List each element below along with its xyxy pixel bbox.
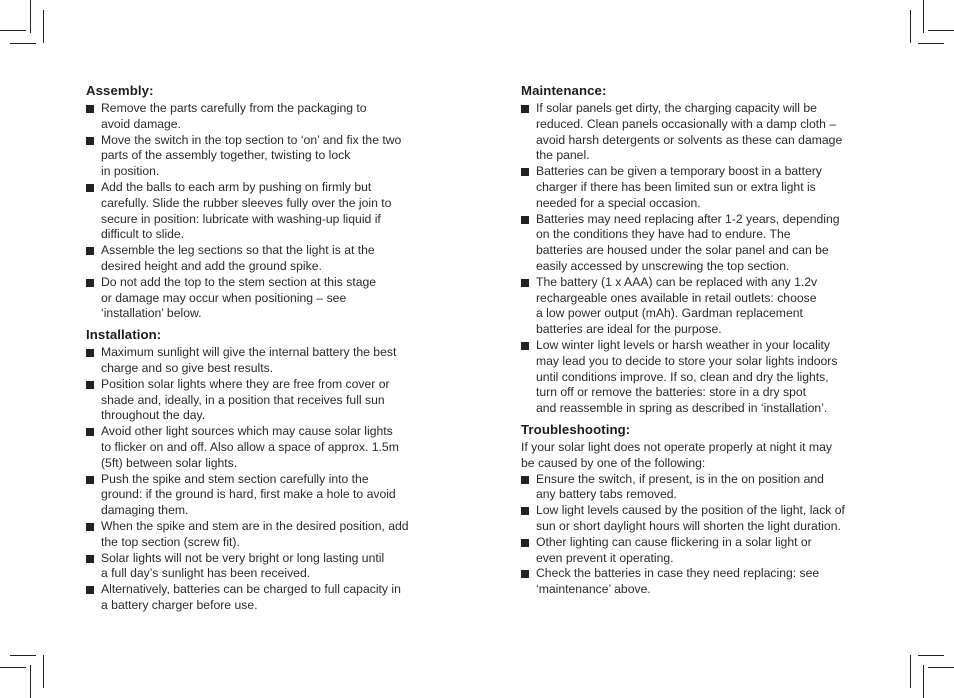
list-item-text: Check the batteries in case they need replacing: see ‘maintenance’ above. [536,566,820,597]
square-bullet-icon [521,476,529,484]
assembly-section [86,82,438,322]
crop-mark [0,667,26,668]
list-item [521,535,873,567]
bullet-list [521,101,873,417]
list-item [521,164,873,211]
list-item [521,275,873,338]
section-heading: Assembly: [86,83,154,98]
square-bullet-icon [86,555,94,563]
maintenance-section [521,82,873,417]
crop-mark [928,667,954,668]
section-heading: Troubleshooting: [521,421,631,437]
list-item [86,243,438,275]
list-item-text: The battery (1 x AAA) can be replaced with any 1.2v rechargeable ones available in retail outlets: choose a low power output (mAh). Gardman replacement batteries are ideal for the purpose. [536,274,818,337]
square-bullet-icon [521,570,529,578]
list-item-text: Remove the parts carefully from the packaging to avoid damage. [101,101,367,131]
square-bullet-icon [86,349,94,357]
crop-mark [923,665,924,698]
section-heading: Maintenance: [521,83,607,98]
section-heading: Installation: [86,327,162,343]
square-bullet-icon [86,184,94,192]
list-item-text: Add the balls to each arm by pushing on firmly but carefully. Slide the rubber sleeves fully over the join to secure in position: lubricate with washing-up liquid if difficult to slide. [101,179,392,242]
crop-mark [918,43,944,44]
list-item-text: Low winter light levels or harsh weather in your locality may lead you to decide to store your solar lights indoors until conditions improve. If so, clean and dry the lights, turn off or remove the batteries: store in a dry spot and reassemble in spring as described in ‘installation’. [536,337,838,416]
crop-mark [0,30,26,31]
list-item [521,338,873,417]
crop-mark [923,0,924,33]
list-item-text: Avoid other light sources which may cause solar lights to flicker on and off. Also allow a space of approx. 1.5m (5ft) between solar lights. [101,424,399,470]
square-bullet-icon [521,539,529,547]
list-item [521,503,873,535]
square-bullet-icon [86,586,94,594]
left-column [86,82,438,618]
list-item [86,424,438,471]
list-item-text: When the spike and stem are in the desired position, add the top section (screw fit). [101,518,409,549]
list-item-text: Position solar lights where they are free from cover or shade and, ideally, in a position that receives full sun throughout the day. [101,376,390,423]
square-bullet-icon [521,105,529,113]
list-item [86,133,438,180]
square-bullet-icon [86,137,94,145]
square-bullet-icon [521,168,529,176]
bullet-list [86,101,438,322]
list-item-text: Move the switch in the top section to ‘on’ and fix the two parts of the assembly together, twisting to lock in position. [101,132,402,179]
installation-section [86,326,438,614]
crop-mark [43,655,44,688]
crop-mark [10,43,36,44]
square-bullet-icon [521,342,529,350]
list-item-text: Low light levels caused by the position of the light, lack of sun or short daylight hours will shorten the light duration. [536,503,845,533]
list-item-text: Alternatively, batteries can be charged to full capacity in a battery charger before use. [101,582,401,612]
list-item [86,101,438,133]
crop-mark [10,655,36,656]
list-item [521,566,873,598]
square-bullet-icon [521,507,529,515]
list-item-text: Ensure the switch, if present, is in the on position and any battery tabs removed. [536,471,824,502]
square-bullet-icon [86,476,94,484]
troubleshooting-intro: If your solar light does not operate properly at night it may be caused by one of the following: [521,439,832,470]
square-bullet-icon [86,428,94,436]
square-bullet-icon [86,523,94,531]
troubleshooting-section [521,421,873,598]
right-column [521,82,873,602]
list-item-text: Other lighting can cause flickering in a solar light or even prevent it operating. [536,534,812,565]
square-bullet-icon [86,279,94,287]
crop-mark [928,30,954,31]
list-item-text: Batteries can be given a temporary boost in a battery charger if there has been limited sun or extra light is needed for a special occasion. [536,164,822,210]
crop-mark [910,655,911,688]
list-item-text: Batteries may need replacing after 1-2 years, depending on the conditions they have had to endure. The batteries are housed under the solar panel and can be easily accessed by unscrewing the top section. [536,211,840,273]
list-item-text: Do not add the top to the stem section at this stage or damage may occur when positioning – see ‘installation’ below. [101,274,377,321]
square-bullet-icon [521,279,529,287]
crop-mark [918,655,944,656]
list-item [86,345,438,377]
square-bullet-icon [86,247,94,255]
list-item-text: Push the spike and stem section carefully into the ground: if the ground is hard, first make a hole to avoid damaging them. [101,471,396,518]
list-item [86,519,438,551]
bullet-list [521,472,873,598]
list-item-text: If solar panels get dirty, the charging capacity will be reduced. Clean panels occasionally with a damp cloth – avoid harsh detergents or solvents as these can damage the panel. [536,101,843,163]
crop-mark [30,0,31,33]
list-item-text: Assemble the leg sections so that the light is at the desired height and add the ground spike. [101,243,375,273]
list-item [521,472,873,504]
square-bullet-icon [86,381,94,389]
list-item [521,212,873,275]
list-item [86,582,438,614]
crop-mark [43,10,44,43]
crop-mark [30,665,31,698]
list-item [521,101,873,164]
list-item-text: Solar lights will not be very bright or long lasting until a full day’s sunlight has been received. [101,550,385,581]
square-bullet-icon [521,216,529,224]
list-item [86,180,438,243]
list-item [86,472,438,519]
list-item [86,377,438,424]
crop-mark [910,10,911,43]
bullet-list [86,345,438,614]
square-bullet-icon [86,105,94,113]
list-item [86,275,438,322]
list-item-text: Maximum sunlight will give the internal battery the best charge and so give best results. [101,345,397,375]
list-item [86,551,438,583]
